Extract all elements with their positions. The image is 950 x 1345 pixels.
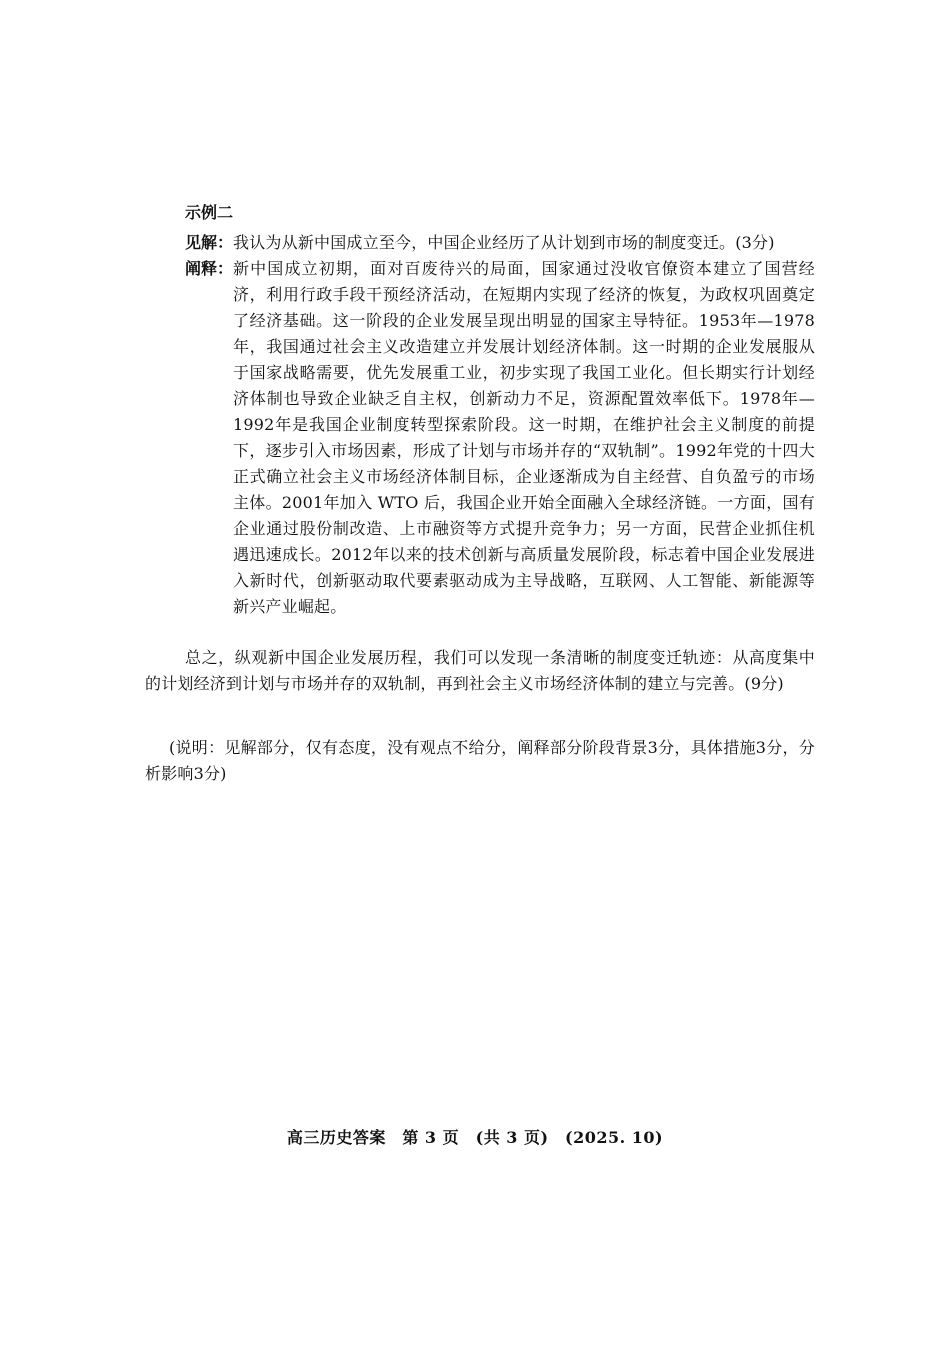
summary-text: 总之，纵观新中国企业发展历程，我们可以发现一条清晰的制度变迁轨迹：从高度集中的计划经济到计划与市场并存的双轨制，再到社会主义市场经济体制的建立与完善。(9分) [145,648,815,693]
explanation-label: 阐释： [185,259,234,278]
viewpoint-row [185,230,815,256]
example-two-block [185,200,815,620]
summary-block [145,645,815,697]
page-footer: 高三历史答案 第 3 页 (共 3 页) (2025. 10) [286,1128,664,1147]
scoring-note: (说明：见解部分，仅有态度，没有观点不给分，阐释部分阶段背景3分，具体措施3分，分析影响3分) [145,738,815,783]
explanation-row [185,256,815,620]
viewpoint-text: 我认为从新中国成立至今，中国企业经历了从计划到市场的制度变迁。(3分) [233,233,775,252]
explanation-text: 新中国成立初期，面对百废待兴的局面，国家通过没收官僚资本建立了国营经济，利用行政手段干预经济活动，在短期内实现了经济的恢复，为政权巩固奠定了经济基础。这一阶段的企业发展呈现出明显的国家主导特征。1953年—1978年，我国通过社会主义改造建立并发展计划经济体制。这一时期的企业发展服从于国家战略需要，优先发展重工业，初步实现了我国工业化。但长期实行计划经济体制也导致企业缺乏自主权，创新动力不足，资源配置效率低下。1978年—1992年是我国企业制度转型探索阶段。这一时期，在维护社会主义制度的前提下，逐步引入市场因素，形成了计划与市场并存的“双轨制”。1992年党的十四大正式确立社会主义市场经济体制目标，企业逐渐成为自主经营、自负盈亏的市场主体。2001年加入 WTO 后，我国企业开始全面融入全球经济链。一方面，国有企业通过股份制改造、上市融资等方式提升竞争力；另一方面，民营企业抓住机遇迅速成长。2012年以来的技术创新与高质量发展阶段，标志着中国企业发展进入新时代，创新驱动取代要素驱动成为主导战略，互联网、人工智能、新能源等新兴产业崛起。 [233,259,815,616]
example-heading: 示例二 [185,203,234,222]
viewpoint-label: 见解： [185,233,234,252]
